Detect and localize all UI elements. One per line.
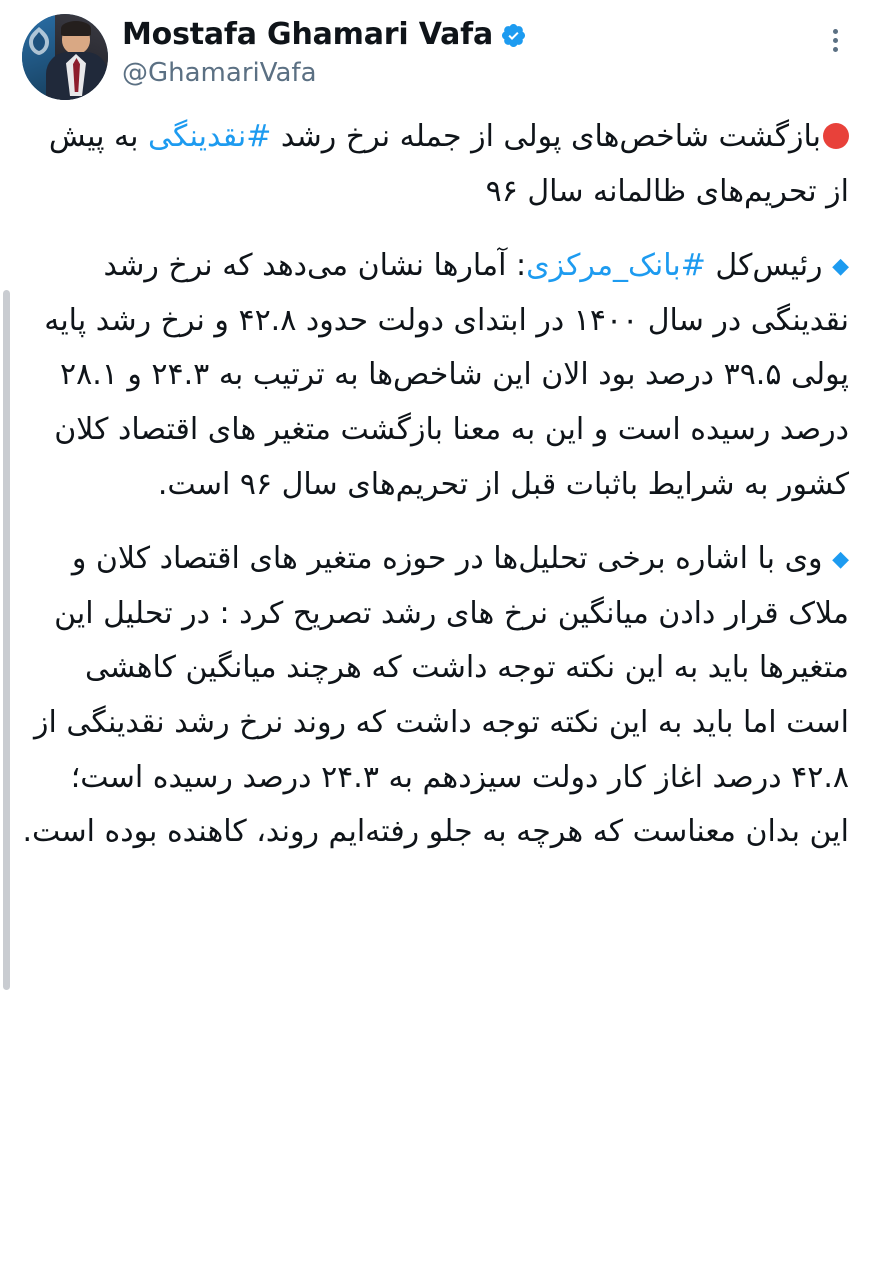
paragraph-3-text: وی با اشاره برخی تحلیل‌ها در حوزه متغیر های اقتصاد کلان و ملاک قرار دادن میانگین نرخ های رشد تصریح کرد : در تحلیل این متغیرها باید به این نکته توجه داشت که هرچند میانگین کاهشی است اما باید به این نکته توجه داشت که روند نرخ رشد نقدینگی از ۴۲.۸ درصد اغاز کار دولت سیزدهم به ۲۴.۳ درصد رسیده است؛ این بدان معناست که هرچه به جلو رفته‌ایم روند، کاهنده بوده است.	[22, 541, 849, 850]
avatar-hair	[61, 21, 91, 36]
red-circle-icon	[823, 123, 849, 149]
tweet-text	[22, 104, 849, 860]
more-dot	[833, 29, 838, 34]
more-dot	[833, 38, 838, 43]
more-options-icon[interactable]	[821, 26, 849, 54]
organization-logo-icon	[26, 26, 52, 56]
display-name[interactable]: Mostafa Ghamari Vafa	[122, 17, 494, 52]
paragraph-1-text-b: به پیش از تحریم‌های ظالمانه سال ۹۶	[48, 119, 849, 209]
tweet-paragraph-3	[22, 532, 849, 860]
tweet-paragraph-2	[22, 239, 849, 512]
paragraph-1-text-a: بازگشت شاخص‌های پولی از جمله نرخ رشد	[271, 119, 821, 154]
avatar[interactable]	[22, 14, 108, 100]
author-handle[interactable]: @GhamariVafa	[122, 57, 317, 88]
blue-diamond-bullet-icon: ◆	[832, 254, 849, 280]
paragraph-2-text-a: رئیس‌کل	[705, 248, 833, 284]
blue-diamond-bullet-icon: ◆	[832, 547, 849, 573]
paragraph-2-text-b: : آمارها نشان می‌دهد که نرخ رشد نقدینگی در سال ۱۴۰۰ در ابتدای دولت حدود ۴۲.۸ و نرخ رشد پایه پولی ۳۹.۵ درصد بود الان این شاخص‌ها به ترتیب به ۲۴.۳ و ۲۸.۱ درصد رسیده است و این به معنا بازگشت متغیر های اقتصاد کلان کشور به شرایط باثبات قبل از تحریم‌های سال ۹۶ است.	[44, 248, 849, 502]
scrollbar[interactable]	[3, 290, 10, 990]
tweet-paragraph-1	[22, 110, 849, 219]
hashtag-liquidity[interactable]: #نقدینگی	[148, 119, 272, 154]
author-names	[122, 14, 527, 90]
hashtag-central-bank[interactable]: #بانک_مرکزی	[526, 248, 706, 284]
more-dot	[833, 47, 838, 52]
verified-badge-icon	[500, 22, 527, 49]
tweet-header	[22, 14, 849, 104]
display-name-row	[122, 18, 527, 53]
